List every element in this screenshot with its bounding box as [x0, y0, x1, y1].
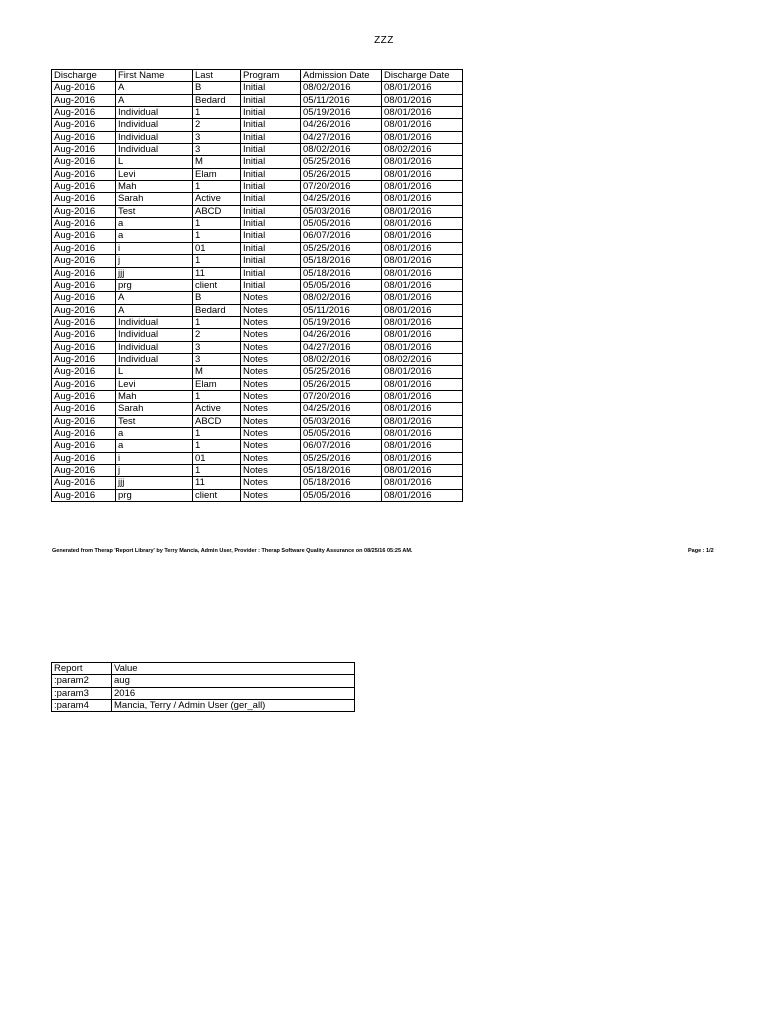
cell-discharge: Aug-2016 [52, 304, 116, 316]
cell-last: 3 [193, 144, 241, 156]
cell-first-name: i [116, 452, 193, 464]
cell-first-name: A [116, 304, 193, 316]
cell-discharge-date: 08/01/2016 [382, 440, 463, 452]
cell-first-name: jjj [116, 477, 193, 489]
table-row [52, 700, 355, 712]
cell-discharge-date: 08/01/2016 [382, 415, 463, 427]
table-row [52, 477, 463, 489]
table-row [52, 156, 463, 168]
table-row [52, 415, 463, 427]
cell-discharge: Aug-2016 [52, 218, 116, 230]
cell-program: Initial [241, 131, 301, 143]
table-row [52, 119, 463, 131]
cell-discharge-date: 08/01/2016 [382, 316, 463, 328]
cell-first-name: A [116, 292, 193, 304]
cell-last: Bedard [193, 94, 241, 106]
cell-admission-date: 05/03/2016 [301, 205, 382, 217]
table-row [52, 230, 463, 242]
table-row [52, 390, 463, 402]
cell-last: 3 [193, 353, 241, 365]
table-row [52, 242, 463, 254]
cell-admission-date: 05/26/2015 [301, 168, 382, 180]
cell-discharge: Aug-2016 [52, 107, 116, 119]
table-row [52, 465, 463, 477]
cell-first-name: Sarah [116, 403, 193, 415]
cell-discharge-date: 08/01/2016 [382, 181, 463, 193]
table-row [52, 452, 463, 464]
table-row [52, 107, 463, 119]
params-table-header [52, 663, 355, 675]
cell-program: Notes [241, 452, 301, 464]
cell-last: 1 [193, 427, 241, 439]
cell-admission-date: 04/26/2016 [301, 119, 382, 131]
cell-program: Initial [241, 181, 301, 193]
cell-admission-date: 04/27/2016 [301, 341, 382, 353]
cell-admission-date: 05/25/2016 [301, 366, 382, 378]
cell-discharge: Aug-2016 [52, 427, 116, 439]
cell-discharge: Aug-2016 [52, 477, 116, 489]
cell-last: M [193, 366, 241, 378]
cell-program: Notes [241, 489, 301, 501]
cell-first-name: Individual [116, 316, 193, 328]
cell-last: 1 [193, 465, 241, 477]
column-header-discharge-date: Discharge Date [382, 70, 463, 82]
cell-first-name: Individual [116, 131, 193, 143]
cell-discharge: Aug-2016 [52, 329, 116, 341]
cell-program: Initial [241, 279, 301, 291]
report-parameters-table [51, 662, 355, 712]
cell-program: Notes [241, 440, 301, 452]
cell-last: 1 [193, 218, 241, 230]
cell-first-name: jjj [116, 267, 193, 279]
table-row [52, 181, 463, 193]
cell-program: Notes [241, 292, 301, 304]
discharge-report-table [51, 69, 463, 502]
cell-first-name: j [116, 255, 193, 267]
cell-admission-date: 05/19/2016 [301, 316, 382, 328]
cell-discharge-date: 08/01/2016 [382, 131, 463, 143]
cell-last: ABCD [193, 205, 241, 217]
table-row [52, 403, 463, 415]
cell-last: Active [193, 403, 241, 415]
cell-program: Initial [241, 230, 301, 242]
cell-first-name: i [116, 242, 193, 254]
report-title: ZZZ [374, 35, 394, 46]
cell-discharge: Aug-2016 [52, 193, 116, 205]
cell-first-name: Levi [116, 168, 193, 180]
cell-first-name: Mah [116, 181, 193, 193]
cell-first-name: Individual [116, 144, 193, 156]
table-row [52, 440, 463, 452]
cell-program: Initial [241, 144, 301, 156]
cell-admission-date: 08/02/2016 [301, 353, 382, 365]
cell-first-name: Individual [116, 119, 193, 131]
cell-discharge: Aug-2016 [52, 131, 116, 143]
cell-first-name: a [116, 440, 193, 452]
cell-discharge: Aug-2016 [52, 292, 116, 304]
cell-first-name: L [116, 366, 193, 378]
cell-program: Initial [241, 156, 301, 168]
cell-admission-date: 04/25/2016 [301, 403, 382, 415]
cell-program: Notes [241, 353, 301, 365]
cell-last: client [193, 489, 241, 501]
cell-discharge: Aug-2016 [52, 181, 116, 193]
cell-last: 2 [193, 119, 241, 131]
cell-discharge-date: 08/01/2016 [382, 107, 463, 119]
cell-discharge: Aug-2016 [52, 267, 116, 279]
cell-admission-date: 07/20/2016 [301, 390, 382, 402]
params-table-body [52, 675, 355, 712]
cell-discharge: Aug-2016 [52, 390, 116, 402]
cell-value: Mancia, Terry / Admin User (ger_all) [112, 700, 355, 712]
table-row [52, 205, 463, 217]
cell-first-name: A [116, 82, 193, 94]
cell-discharge: Aug-2016 [52, 440, 116, 452]
cell-last: Elam [193, 378, 241, 390]
cell-discharge: Aug-2016 [52, 489, 116, 501]
page-number: Page : 1/2 [688, 548, 714, 554]
cell-admission-date: 05/18/2016 [301, 267, 382, 279]
cell-discharge: Aug-2016 [52, 279, 116, 291]
cell-first-name: A [116, 94, 193, 106]
cell-first-name: Test [116, 415, 193, 427]
cell-last: 01 [193, 242, 241, 254]
table-row [52, 279, 463, 291]
cell-first-name: a [116, 218, 193, 230]
cell-program: Initial [241, 193, 301, 205]
cell-program: Notes [241, 427, 301, 439]
cell-discharge-date: 08/01/2016 [382, 465, 463, 477]
cell-program: Notes [241, 403, 301, 415]
cell-admission-date: 08/02/2016 [301, 82, 382, 94]
cell-discharge-date: 08/02/2016 [382, 144, 463, 156]
cell-program: Notes [241, 329, 301, 341]
cell-discharge-date: 08/01/2016 [382, 279, 463, 291]
discharge-table-header [52, 70, 463, 82]
discharge-table-body [52, 82, 463, 502]
table-row [52, 489, 463, 501]
cell-program: Initial [241, 267, 301, 279]
cell-admission-date: 05/11/2016 [301, 304, 382, 316]
cell-discharge-date: 08/01/2016 [382, 156, 463, 168]
cell-program: Notes [241, 341, 301, 353]
cell-report: :param2 [52, 675, 112, 687]
table-row [52, 366, 463, 378]
cell-admission-date: 06/07/2016 [301, 230, 382, 242]
cell-last: 11 [193, 267, 241, 279]
cell-discharge-date: 08/01/2016 [382, 205, 463, 217]
cell-discharge: Aug-2016 [52, 255, 116, 267]
cell-first-name: Mah [116, 390, 193, 402]
cell-program: Notes [241, 366, 301, 378]
cell-report: :param3 [52, 687, 112, 699]
table-row [52, 144, 463, 156]
table-row [52, 292, 463, 304]
cell-discharge: Aug-2016 [52, 341, 116, 353]
cell-discharge-date: 08/01/2016 [382, 304, 463, 316]
cell-discharge-date: 08/01/2016 [382, 255, 463, 267]
table-row [52, 353, 463, 365]
cell-last: 1 [193, 230, 241, 242]
cell-last: Elam [193, 168, 241, 180]
cell-program: Notes [241, 390, 301, 402]
cell-program: Initial [241, 242, 301, 254]
cell-discharge: Aug-2016 [52, 168, 116, 180]
cell-program: Notes [241, 316, 301, 328]
header-row [52, 70, 463, 82]
cell-admission-date: 05/05/2016 [301, 279, 382, 291]
cell-admission-date: 07/20/2016 [301, 181, 382, 193]
cell-program: Notes [241, 465, 301, 477]
table-row [52, 329, 463, 341]
table-row [52, 687, 355, 699]
table-row [52, 378, 463, 390]
column-header-report: Report [52, 663, 112, 675]
cell-discharge-date: 08/01/2016 [382, 193, 463, 205]
table-row [52, 255, 463, 267]
cell-admission-date: 05/05/2016 [301, 427, 382, 439]
column-header-first-name: First Name [116, 70, 193, 82]
cell-first-name: Test [116, 205, 193, 217]
cell-last: client [193, 279, 241, 291]
cell-discharge: Aug-2016 [52, 415, 116, 427]
cell-discharge-date: 08/01/2016 [382, 94, 463, 106]
cell-discharge-date: 08/01/2016 [382, 168, 463, 180]
column-header-discharge: Discharge [52, 70, 116, 82]
cell-last: 3 [193, 131, 241, 143]
cell-admission-date: 08/02/2016 [301, 144, 382, 156]
cell-last: 1 [193, 316, 241, 328]
cell-last: B [193, 82, 241, 94]
cell-admission-date: 04/27/2016 [301, 131, 382, 143]
cell-first-name: a [116, 427, 193, 439]
cell-discharge: Aug-2016 [52, 353, 116, 365]
cell-discharge-date: 08/01/2016 [382, 452, 463, 464]
cell-program: Initial [241, 107, 301, 119]
cell-discharge: Aug-2016 [52, 144, 116, 156]
cell-last: 1 [193, 181, 241, 193]
cell-first-name: j [116, 465, 193, 477]
cell-admission-date: 05/05/2016 [301, 489, 382, 501]
cell-discharge: Aug-2016 [52, 465, 116, 477]
generated-by-footer: Generated from Therap 'Report Library' by Terry Mancia, Admin User, Provider : Therap Software Quality Assurance on 08/25/16 05:25 AM. [52, 548, 413, 554]
cell-admission-date: 04/25/2016 [301, 193, 382, 205]
cell-first-name: Individual [116, 341, 193, 353]
cell-program: Initial [241, 82, 301, 94]
cell-program: Initial [241, 94, 301, 106]
cell-discharge-date: 08/01/2016 [382, 378, 463, 390]
cell-first-name: a [116, 230, 193, 242]
column-header-last: Last [193, 70, 241, 82]
cell-discharge-date: 08/01/2016 [382, 366, 463, 378]
cell-admission-date: 05/26/2015 [301, 378, 382, 390]
table-row [52, 267, 463, 279]
cell-discharge-date: 08/01/2016 [382, 292, 463, 304]
cell-discharge-date: 08/01/2016 [382, 230, 463, 242]
cell-discharge-date: 08/01/2016 [382, 341, 463, 353]
table-row [52, 193, 463, 205]
table-row [52, 131, 463, 143]
table-row [52, 341, 463, 353]
cell-program: Notes [241, 415, 301, 427]
cell-admission-date: 05/05/2016 [301, 218, 382, 230]
cell-discharge-date: 08/01/2016 [382, 242, 463, 254]
cell-last: 1 [193, 107, 241, 119]
cell-program: Initial [241, 205, 301, 217]
column-header-value: Value [112, 663, 355, 675]
table-row [52, 316, 463, 328]
cell-first-name: Sarah [116, 193, 193, 205]
cell-last: 01 [193, 452, 241, 464]
cell-admission-date: 04/26/2016 [301, 329, 382, 341]
cell-discharge: Aug-2016 [52, 205, 116, 217]
cell-first-name: prg [116, 279, 193, 291]
cell-discharge-date: 08/01/2016 [382, 403, 463, 415]
cell-discharge-date: 08/01/2016 [382, 267, 463, 279]
cell-first-name: Levi [116, 378, 193, 390]
table-row [52, 168, 463, 180]
cell-last: 1 [193, 440, 241, 452]
cell-discharge-date: 08/01/2016 [382, 119, 463, 131]
cell-discharge-date: 08/01/2016 [382, 489, 463, 501]
cell-discharge: Aug-2016 [52, 230, 116, 242]
cell-program: Notes [241, 477, 301, 489]
cell-last: ABCD [193, 415, 241, 427]
cell-admission-date: 05/25/2016 [301, 156, 382, 168]
cell-last: 1 [193, 390, 241, 402]
cell-program: Initial [241, 168, 301, 180]
cell-admission-date: 06/07/2016 [301, 440, 382, 452]
column-header-admission-date: Admission Date [301, 70, 382, 82]
cell-last: M [193, 156, 241, 168]
cell-discharge-date: 08/01/2016 [382, 390, 463, 402]
cell-discharge: Aug-2016 [52, 403, 116, 415]
cell-first-name: Individual [116, 353, 193, 365]
table-row [52, 218, 463, 230]
column-header-program: Program [241, 70, 301, 82]
cell-discharge: Aug-2016 [52, 366, 116, 378]
cell-discharge: Aug-2016 [52, 316, 116, 328]
cell-admission-date: 05/25/2016 [301, 242, 382, 254]
cell-report: :param4 [52, 700, 112, 712]
cell-discharge-date: 08/01/2016 [382, 218, 463, 230]
cell-admission-date: 05/18/2016 [301, 465, 382, 477]
cell-program: Initial [241, 119, 301, 131]
table-row [52, 94, 463, 106]
cell-last: 11 [193, 477, 241, 489]
cell-discharge-date: 08/01/2016 [382, 427, 463, 439]
cell-program: Notes [241, 378, 301, 390]
table-row [52, 82, 463, 94]
table-row [52, 304, 463, 316]
cell-admission-date: 05/25/2016 [301, 452, 382, 464]
cell-admission-date: 08/02/2016 [301, 292, 382, 304]
cell-discharge: Aug-2016 [52, 452, 116, 464]
cell-discharge-date: 08/01/2016 [382, 82, 463, 94]
cell-admission-date: 05/11/2016 [301, 94, 382, 106]
cell-discharge: Aug-2016 [52, 378, 116, 390]
table-row [52, 675, 355, 687]
cell-discharge-date: 08/02/2016 [382, 353, 463, 365]
cell-discharge: Aug-2016 [52, 156, 116, 168]
cell-first-name: Individual [116, 107, 193, 119]
cell-value: aug [112, 675, 355, 687]
cell-last: Active [193, 193, 241, 205]
cell-last: 3 [193, 341, 241, 353]
table-row [52, 427, 463, 439]
cell-first-name: Individual [116, 329, 193, 341]
cell-discharge-date: 08/01/2016 [382, 329, 463, 341]
cell-last: 2 [193, 329, 241, 341]
cell-first-name: prg [116, 489, 193, 501]
cell-program: Initial [241, 255, 301, 267]
cell-discharge-date: 08/01/2016 [382, 477, 463, 489]
cell-discharge: Aug-2016 [52, 242, 116, 254]
cell-discharge: Aug-2016 [52, 119, 116, 131]
cell-first-name: L [116, 156, 193, 168]
cell-program: Notes [241, 304, 301, 316]
cell-discharge: Aug-2016 [52, 94, 116, 106]
cell-admission-date: 05/18/2016 [301, 477, 382, 489]
cell-admission-date: 05/18/2016 [301, 255, 382, 267]
cell-last: 1 [193, 255, 241, 267]
cell-discharge: Aug-2016 [52, 82, 116, 94]
cell-program: Initial [241, 218, 301, 230]
cell-admission-date: 05/19/2016 [301, 107, 382, 119]
cell-last: Bedard [193, 304, 241, 316]
cell-admission-date: 05/03/2016 [301, 415, 382, 427]
cell-last: B [193, 292, 241, 304]
header-row [52, 663, 355, 675]
cell-value: 2016 [112, 687, 355, 699]
